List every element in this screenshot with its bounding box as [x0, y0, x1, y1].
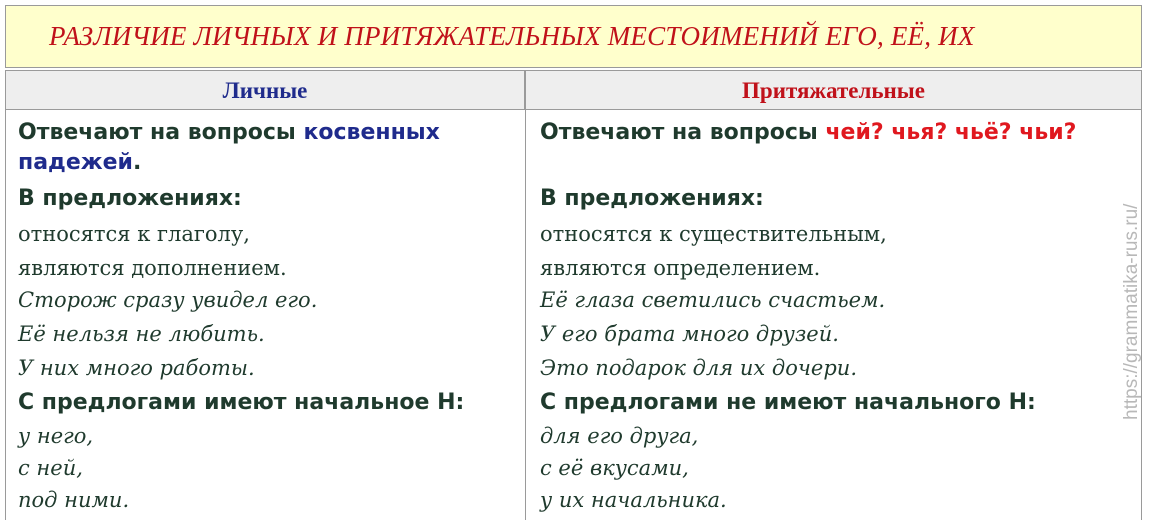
- personal-sentences-heading: В предложениях:: [18, 186, 242, 211]
- possessive-question-highlight: чей? чья? чьё? чьи?: [825, 120, 1077, 145]
- possessive-question-line: [540, 120, 1076, 145]
- personal-preposition-heading: С предлогами имеют начальное Н:: [18, 390, 465, 415]
- personal-question-highlight-1: косвенных: [303, 120, 440, 145]
- personal-preposition-example-2: с ней,: [18, 456, 83, 480]
- watermark-url: https://grammatika-rus.ru/: [1121, 203, 1142, 420]
- personal-preposition-example-3: под ними.: [18, 488, 130, 512]
- personal-example-2: Её нельзя не любить.: [18, 322, 265, 346]
- possessive-preposition-example-1: для его друга,: [540, 424, 699, 448]
- possessive-example-1: Её глаза светились счастьем.: [540, 288, 886, 312]
- personal-example-1: Сторож сразу увидел его.: [18, 288, 318, 312]
- comparison-table: [5, 70, 1142, 520]
- column-header-personal: Личные: [5, 70, 525, 110]
- personal-question-highlight-2: падежей: [18, 150, 133, 175]
- possessive-example-3: Это подарок для их дочери.: [540, 356, 857, 380]
- possessive-question-prefix: Отвечают на вопросы: [540, 120, 826, 145]
- personal-rule-1: относятся к глаголу,: [18, 222, 250, 246]
- possessive-rule-2: являются определением.: [540, 256, 821, 280]
- personal-question-prefix: Отвечают на вопросы: [18, 120, 304, 145]
- column-header-possessive: Притяжательные: [525, 70, 1142, 110]
- possessive-preposition-example-3: у их начальника.: [540, 488, 727, 512]
- possessive-rule-1: относятся к существительным,: [540, 222, 887, 246]
- personal-rule-2: являются дополнением.: [18, 256, 287, 280]
- title-banner: [5, 5, 1142, 68]
- possessive-preposition-example-2: с её вкусами,: [540, 456, 689, 480]
- personal-question-end: .: [132, 150, 142, 175]
- possessive-example-2: У его брата много друзей.: [540, 322, 839, 346]
- site-watermark: [1115, 150, 1145, 420]
- personal-pronouns-cell: [5, 110, 525, 520]
- personal-question-line-2: [18, 150, 141, 175]
- personal-question-line-1: [18, 120, 440, 145]
- personal-example-3: У них много работы.: [18, 356, 255, 380]
- possessive-sentences-heading: В предложениях:: [540, 186, 764, 211]
- page-title: РАЗЛИЧИЕ ЛИЧНЫХ И ПРИТЯЖАТЕЛЬНЫХ МЕСТОИМЕНИЙ ЕГО, ЕЁ, ИХ: [49, 21, 975, 51]
- possessive-preposition-heading: С предлогами не имеют начального Н:: [540, 390, 1036, 415]
- possessive-pronouns-cell: [525, 110, 1142, 520]
- personal-preposition-example-1: у него,: [18, 424, 94, 448]
